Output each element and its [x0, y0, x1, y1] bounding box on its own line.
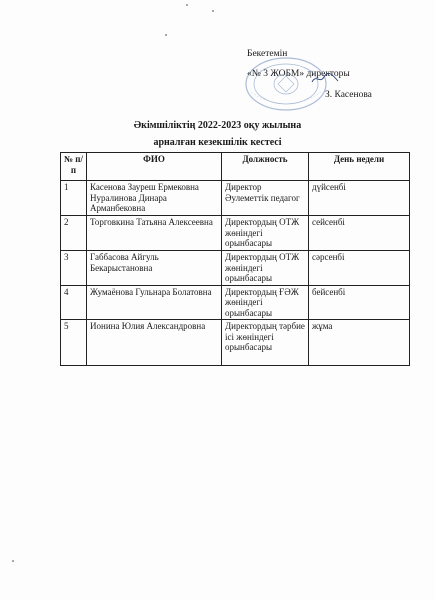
- scan-speck: [186, 4, 188, 6]
- cell-number: 5: [61, 320, 87, 366]
- cell-position: Директордың тәрбие ісі жөніндегі орынбасары: [222, 320, 309, 366]
- cell-position: Директор Әулеметтік педагог: [222, 181, 309, 216]
- table-row: [61, 181, 410, 216]
- cell-day: сәрсенбі: [309, 251, 410, 286]
- cell-position: Директордың ҒӘЖ жөніндегі орынбасары: [222, 285, 309, 320]
- table-row: [61, 216, 410, 251]
- cell-position: Директордың ОТЖ жөніндегі орынбасары: [222, 251, 309, 286]
- scan-speck: [12, 560, 14, 562]
- scan-speck: [165, 34, 167, 36]
- document-title-line1: Әкімшіліктің 2022-2023 оқу жылына: [133, 120, 302, 131]
- cell-fio: Габбасова Айгуль Бекарыстановна: [87, 251, 222, 286]
- header-fio: ФИО: [87, 153, 222, 181]
- cell-day: жұма: [309, 320, 410, 366]
- table-row: [61, 251, 410, 286]
- table-header-row: [61, 153, 410, 181]
- cell-number: 4: [61, 285, 87, 320]
- table-row: [61, 285, 410, 320]
- cell-fio: Ионина Юлия Александровна: [87, 320, 222, 366]
- header-day: День недели: [309, 153, 410, 181]
- cell-fio: Касенова Зауреш Ермековна Нуралинова Динара Арманбековна: [87, 181, 222, 216]
- cell-fio: Жумаёнова Гульнара Болатовна: [87, 285, 222, 320]
- cell-fio: Торговкина Татьяна Алексеевна: [87, 216, 222, 251]
- scan-speck: [212, 10, 214, 12]
- header-number: № п/п: [61, 153, 87, 181]
- header-position: Должность: [222, 153, 309, 181]
- approval-director-name: З. Касенова: [325, 90, 372, 100]
- cell-number: 1: [61, 181, 87, 216]
- cell-number: 3: [61, 251, 87, 286]
- table-row: [61, 320, 410, 366]
- cell-number: 2: [61, 216, 87, 251]
- cell-day: бейсенбі: [309, 285, 410, 320]
- approval-approve-word: Бекетемін: [247, 49, 288, 59]
- approval-director-title: «№ 3 ЖОБМ» директоры: [247, 69, 350, 79]
- document-title-line2: арналған кезекшілік кестесі: [153, 137, 282, 148]
- duty-schedule-table: [60, 152, 410, 366]
- cell-position: Директордың ОТЖ жөніндегі орынбасары: [222, 216, 309, 251]
- director-signature-icon: [310, 72, 340, 86]
- cell-day: сейсенбі: [309, 216, 410, 251]
- cell-day: дүйсенбі: [309, 181, 410, 216]
